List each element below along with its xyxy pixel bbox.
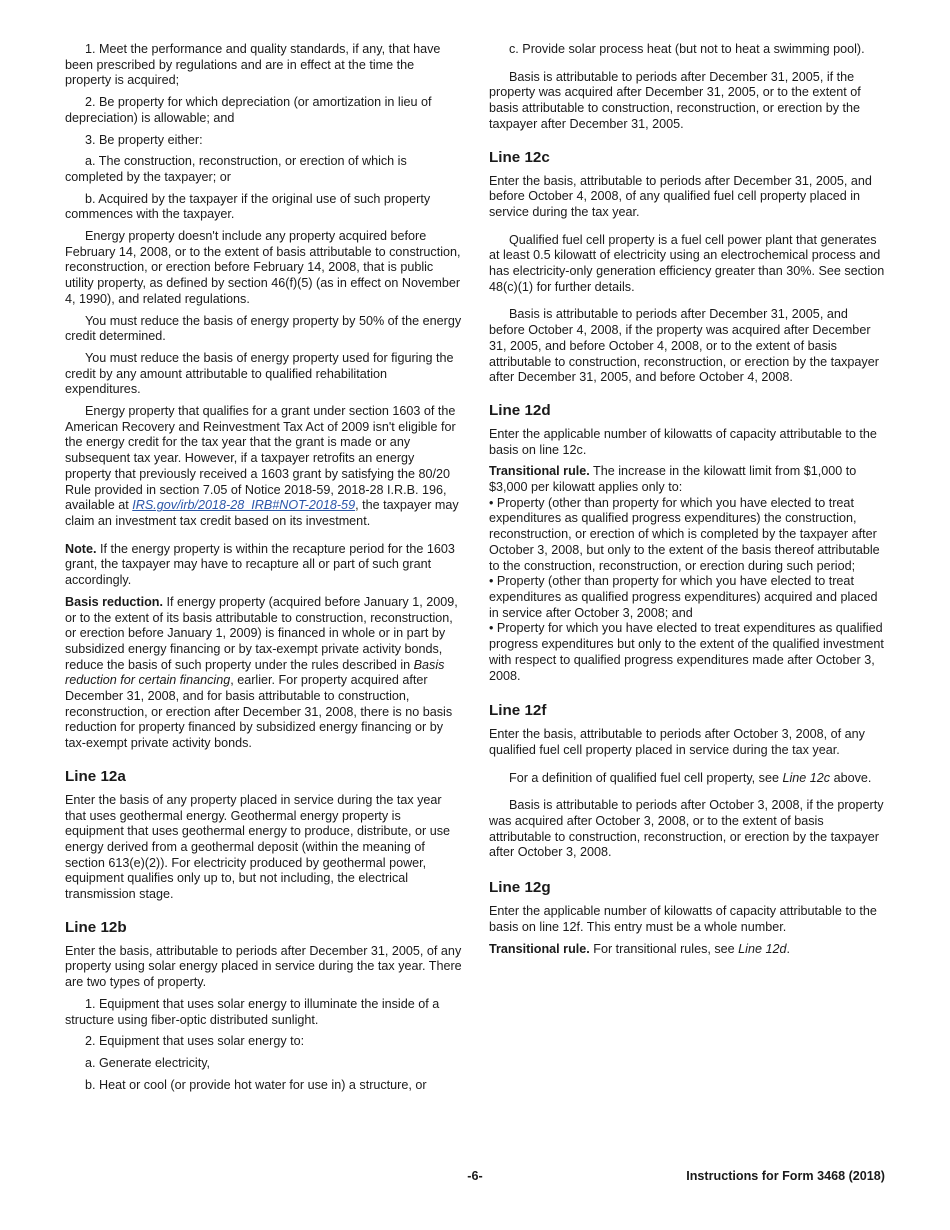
bullet-icon: • xyxy=(489,621,494,636)
paragraph: a. Generate electricity, xyxy=(85,1055,211,1070)
note-paragraph xyxy=(65,542,462,589)
transitional-rule-paragraph-2: Transitional rule. For transitional rules, see Line 12d. xyxy=(489,941,790,956)
left-column xyxy=(65,42,462,1099)
grant-text: Energy property that qualifies for a grant under section 1603 of the American Recovery and Reinvestment Tax Act of 2009 isn't eligible for the energy credit for the tax year that the grant is made or any subsequent tax year. However, if a taxpayer retrofits an energy property that previously received a 1603 grant by satisfying the 80/20 Rule provided in section 7.05 of Notice 2018-59, 2018-28 I.R.B. 196, available at xyxy=(65,404,456,513)
paragraph: Energy property doesn't include any property acquired before February 14, 2008, or to the extent of basis attributable to construction, reconstruction, or erection before February 14, 2008, that is public utility property, as defined by section 46(f)(5) (as in effect on November 4, 1990), and related regulations. xyxy=(65,229,461,306)
paragraph: Enter the applicable number of kilowatts of capacity attributable to the basis on line 12f. This entry must be a whole number. xyxy=(489,904,877,934)
paragraph: You must reduce the basis of energy property by 50% of the energy credit determined. xyxy=(65,313,462,344)
paragraph: b. Heat or cool (or provide hot water for use in) a structure, or xyxy=(85,1077,427,1092)
paragraph: You must reduce the basis of energy property used for figuring the credit by any amount attributable to qualified rehabilitation expenditures. xyxy=(65,350,454,397)
paragraph: b. Acquired by the taxpayer if the original use of such property commences with the taxpayer. xyxy=(65,191,431,222)
bullet-item: • Property (other than property for which you have elected to treat expenditures as qualified progress expenditures) acquired and placed in service after October 3, 2008; and xyxy=(489,574,878,620)
paragraph: 3. Be property either: xyxy=(85,132,203,147)
bullet-item: • Property (other than property for which you have elected to treat expenditures as qualified progress expenditures) the construction, reconstruction, or erection of which is completed by the taxpayer after October 3, 2008, but only to the extent of the basis thereof attributable to the construction, reconstruction, or erection during such period; xyxy=(489,495,880,573)
transitional-rule-text: The increase in the kilowatt limit from $1,000 to $3,000 per kilowatt applies only to: xyxy=(489,464,857,495)
bullet-item: • Property for which you have elected to treat expenditures as qualified progress expenditures but only to the extent of the qualified investment with respect to qualified progress expenditures made after October 3, 2008. xyxy=(489,621,884,683)
basis-text-end: , earlier. For property acquired after December 31, 2008, and for basis attributable to construction, reconstruction, or erection after December 31, 2008, there is no basis reduction for property financed by subsidized energy financing or by tax-exempt private activity bonds. xyxy=(65,673,453,751)
basis-text: If energy property (acquired before January 1, 2009, or to the extent of its basis attributable to construction, reconstruction, or erection before January 1, 2009) is financed in whole or in part by subsidized energy financing or by tax-exempt private activity bonds, reduce the basis of such property under the rules described in xyxy=(65,594,458,672)
grant-text-end: , the taxpayer may claim an investment tax credit based on its investment. xyxy=(65,498,459,528)
paragraph: Enter the basis, attributable to periods after October 3, 2008, of any qualified fuel cell property placed in service during the tax year. xyxy=(489,727,865,757)
paragraph: Basis is attributable to periods after December 31, 2005, if the property was acquired after December 31, 2005, or to the extent of basis attributable to construction, reconstruction, or erection by the taxpayer after December 31, 2005. xyxy=(489,69,861,131)
heading-line-12d: Line 12d xyxy=(489,401,551,419)
paragraph: Enter the basis, attributable to periods after December 31, 2005, of any property using solar energy placed in service during the tax year. There are two types of property. xyxy=(65,943,462,990)
paragraph-grant xyxy=(65,404,462,530)
bullet-icon: • xyxy=(489,574,494,589)
form-title: Instructions for Form 3468 (2018) xyxy=(686,1169,885,1183)
paragraph: Basis is attributable to periods after December 31, 2005, and before October 4, 2008, if the property was acquired after December 31, 2005, and before October 4, 2008, or to the extent of basis attributable to construction, reconstruction, or erection by the taxpayer after December 31, 2005, and before October 4, 2008. xyxy=(489,307,879,385)
heading-line-12a: Line 12a xyxy=(65,767,126,785)
paragraph: 2. Equipment that uses solar energy to: xyxy=(85,1034,305,1049)
basis-italic: Basis reduction for certain financing xyxy=(65,657,445,688)
paragraph-fuel-cell-definition: For a definition of qualified fuel cell property, see Line 12c above. xyxy=(509,770,872,785)
transitional-rule-label: Transitional rule. xyxy=(489,941,590,956)
heading-line-12b: Line 12b xyxy=(65,918,127,936)
paragraph: Enter the applicable number of kilowatts of capacity attributable to the basis on line 12c. xyxy=(489,426,877,457)
note-label: Note. xyxy=(65,541,97,556)
paragraph: c. Provide solar process heat (but not to heat a swimming pool). xyxy=(509,42,865,56)
transitional-rule-paragraph xyxy=(489,464,885,495)
right-column xyxy=(489,42,885,963)
basis-reduction-label: Basis reduction. xyxy=(65,594,163,609)
paragraph: a. The construction, reconstruction, or erection of which is completed by the taxpayer; or xyxy=(65,154,407,184)
paragraph: Enter the basis, attributable to periods after December 31, 2005, and before October 4, 2008, of any qualified fuel cell property placed in service during the tax year. xyxy=(489,173,872,219)
heading-line-12c: Line 12c xyxy=(489,148,550,166)
transitional-rule-label: Transitional rule. xyxy=(489,464,590,479)
note-text: If the energy property is within the recapture period for the 1603 grant, the taxpayer may have to recapture all or part of such grant accordingly. xyxy=(65,541,455,588)
heading-line-12g: Line 12g xyxy=(489,879,551,897)
paragraph: 1. Meet the performance and quality standards, if any, that have been prescribed by regulations and are in effect at the time the property is acquired; xyxy=(65,42,441,88)
line-12d-reference: Line 12d xyxy=(738,941,787,956)
page-number: -6- xyxy=(467,1169,483,1183)
paragraph: 1. Equipment that uses solar energy to illuminate the inside of a structure using fiber-optic distributed sunlight. xyxy=(65,996,440,1027)
paragraph: Enter the basis of any property placed in service during the tax year that uses geothermal energy. Geothermal energy property is equipment that uses geothermal energy to produce, distribute, or use energy derived from a geothermal deposit (within the meaning of section 613(e)(2)). For electricity produced by geothermal power, equipment qualifies only up to, but not including, the electrical transmission stage. xyxy=(65,792,451,902)
paragraph: 2. Be property for which depreciation (or amortization in lieu of depreciation) is allowable; and xyxy=(65,95,432,125)
paragraph: Qualified fuel cell property is a fuel cell power plant that generates at least 0.5 kilowatt of electricity using an electrochemical process and has electricity-only generation efficiency greater than 30%. See section 48(c)(1) for further details. xyxy=(489,232,885,294)
paragraph: Basis is attributable to periods after October 3, 2008, if the property was acquired after October 3, 2008, or to the extent of basis attributable to construction, reconstruction, or erection by the taxpayer after October 3, 2008. xyxy=(489,798,884,860)
basis-reduction-paragraph xyxy=(65,595,462,752)
line-12c-reference: Line 12c xyxy=(782,770,831,785)
bullet-icon: • xyxy=(489,495,494,510)
heading-line-12f: Line 12f xyxy=(489,702,547,720)
irs-link[interactable]: IRS.gov/irb/2018-28_IRB#NOT-2018-59 xyxy=(132,498,356,513)
